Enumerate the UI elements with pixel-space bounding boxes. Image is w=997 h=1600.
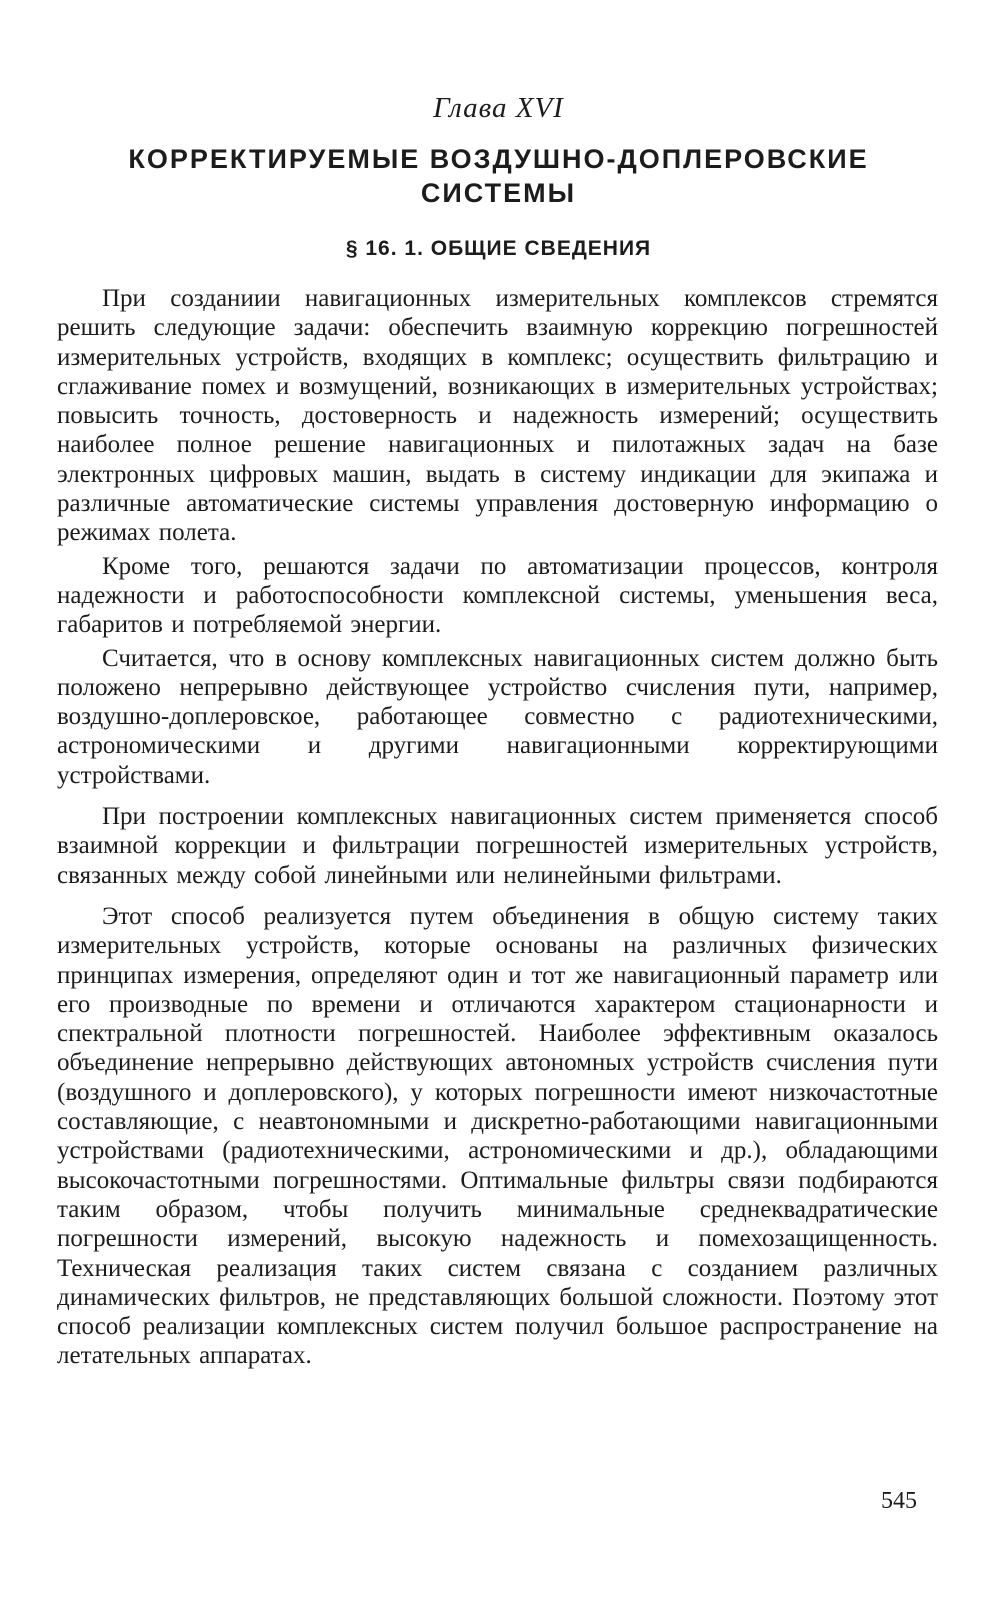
chapter-title: КОРРЕКТИРУЕМЫЕ ВОЗДУШНО-ДОПЛЕРОВСКИЕ СИСТЕМЫ	[128, 144, 869, 208]
body-text	[57, 284, 938, 1371]
chapter-label: Глава XVI	[433, 92, 564, 124]
paragraph: При созданиии навигационных измерительных комплексов стремятся решить следующие задачи: обеспечить взаимную коррекцию погрешностей измерительных устройств, входящих в комплекс; осуществить фильтрацию и сглаживание помех и возмущений, возникающих в измерительных устройствах; повысить точность, достоверность и надежность измерений; осуществить наиболее полное решение навигационных и пилотажных задач на базе электронных цифровых машин, выдать в систему индикации для экипажа и различные автоматические системы управления достоверную информацию о режимах полета.	[57, 285, 938, 547]
paragraph: Кроме того, решаются задачи по автоматизации процессов, контроля надежности и работоспособности комплексной системы, уменьшения веса, габаритов и потребляемой энергии.	[57, 552, 938, 639]
section-title: § 16. 1. ОБЩИЕ СВЕДЕНИЯ	[345, 237, 652, 260]
paragraph: Этот способ реализуется путем объединения в общую систему таких измерительных устройств, которые основаны на различных физических принципах измерения, определяют один и тот же навигационный параметр или его производные по времени и отличаются характером стационарности и спектральной плотности погрешностей. Наиболее эффективным оказалось объединение непрерывно действующих автономных устройств счисления пути (воздушного и доплеровского), у которых погрешности имеют низкочастотные составляющие, с неавтономными и дискретно-работающими навигационными устройствами (радиотехническими, астрономическими и др.), обладающими высокочастотными погрешностями. Оптимальные фильтры связи подбираются таким образом, чтобы получить минимальные среднеквадратические погрешности измерений, высокую надежность и помехозащищенность. Техническая реализация таких систем связана с созданием различных динамических фильтров, не представляющих большой сложности. Поэтому этот способ реализации комплексных систем получил большое распространение на летательных аппаратах.	[57, 902, 938, 1370]
paragraph: При построении комплексных навигационных систем применяется способ взаимной коррекции и фильтрации погрешностей измерительных устройств, связанных между собой линейными или нелинейными фильтрами.	[57, 803, 938, 889]
page-number: 545	[881, 1488, 917, 1514]
paragraph: Считается, что в основу комплексных навигационных систем должно быть положено непрерывно действующее устройство счисления пути, например, воздушно-доплеровское, работающее совместно с радиотехническими, астрономическими и другими навигационными корректирующими устройствами.	[57, 644, 938, 789]
